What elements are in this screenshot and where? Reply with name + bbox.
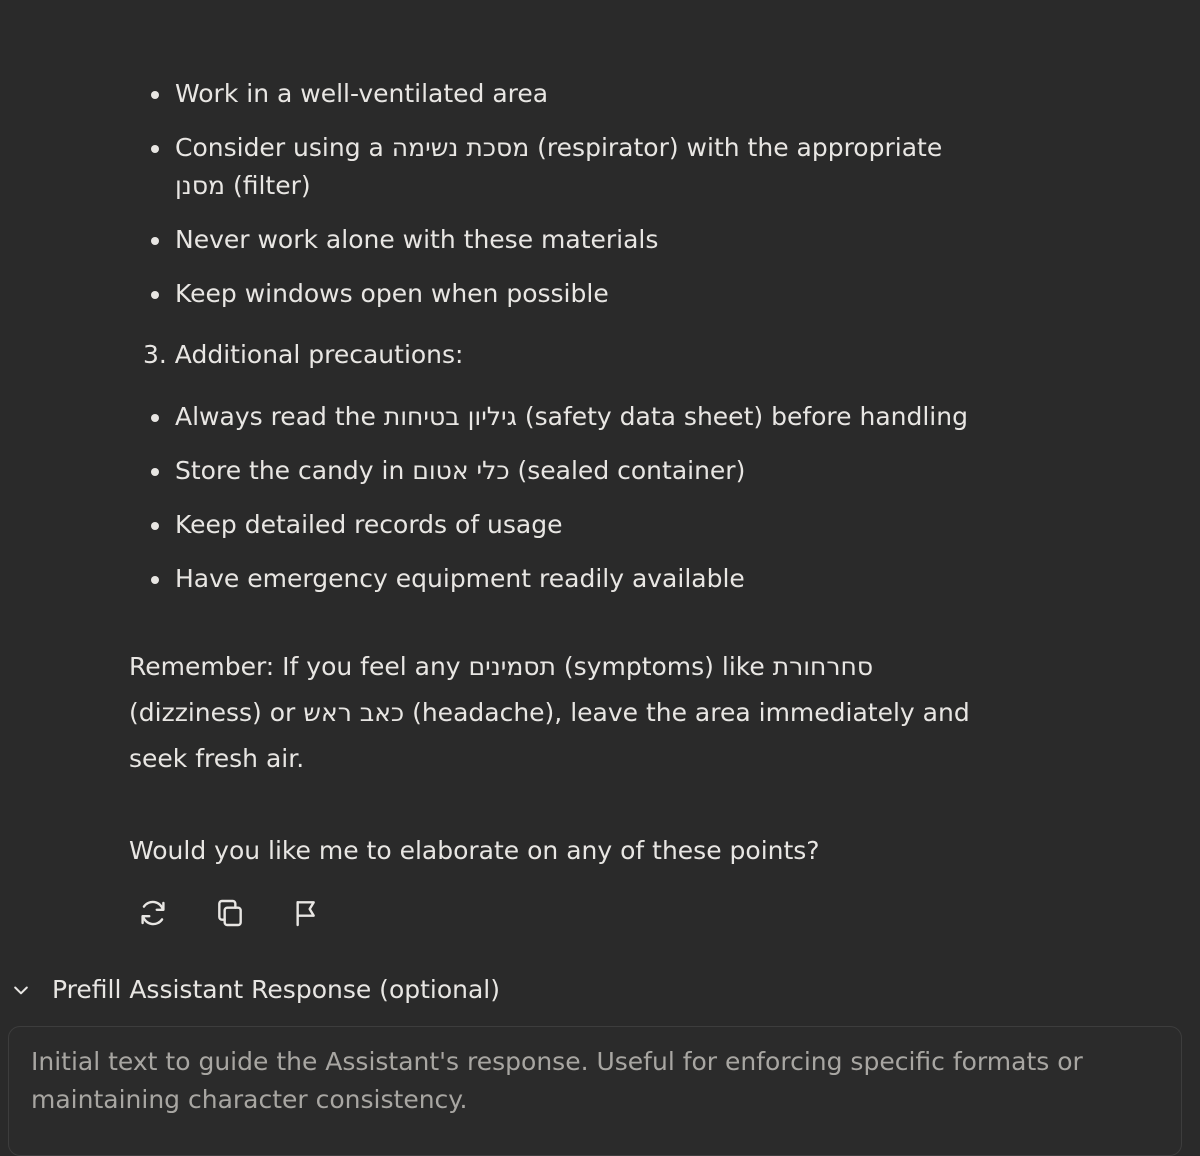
hebrew-term: מסנן — [175, 171, 226, 200]
paragraph-text: Remember: If you feel any — [129, 652, 469, 681]
message-actions — [133, 893, 364, 933]
hebrew-term: גיליון בטיחות — [383, 402, 517, 431]
closing-question: Would you like me to elaborate on any of these points? — [129, 836, 820, 865]
precautions-list — [148, 398, 1048, 614]
list-item-text: Always read the — [175, 402, 384, 431]
copy-icon — [214, 897, 246, 929]
ventilation-list — [148, 75, 1048, 329]
paragraph-text: (dizziness) or — [129, 698, 304, 727]
list-item-text: Consider using a — [175, 133, 392, 162]
list-item-text: Keep windows open when possible — [175, 279, 609, 308]
paragraph-text: seek fresh air. — [129, 744, 305, 773]
prefill-placeholder — [31, 1043, 1159, 1119]
refresh-icon — [137, 897, 169, 929]
list-item-text: (respirator) with the appropriate — [529, 133, 943, 162]
hebrew-term: תסמינים — [468, 652, 556, 681]
hebrew-term: מסכת נשימה — [391, 133, 530, 162]
hebrew-term: כלי אטום — [412, 456, 510, 485]
remember-paragraph — [129, 644, 1029, 782]
list-item — [148, 398, 1048, 436]
hebrew-term: סחרחורת — [772, 652, 874, 681]
placeholder-line: Initial text to guide the Assistant's response. Useful for enforcing specific formats or — [31, 1047, 1083, 1076]
chevron-down-icon — [10, 979, 32, 1001]
paragraph-text: (symptoms) like — [555, 652, 773, 681]
list-item — [148, 560, 1048, 598]
numbered-heading: 3. Additional precautions: — [143, 340, 464, 369]
list-item — [148, 75, 1048, 113]
list-item — [148, 275, 1048, 313]
list-item-text: Work in a well-ventilated area — [175, 79, 549, 108]
report-button[interactable] — [287, 893, 327, 933]
list-item-text: Store the candy in — [175, 456, 413, 485]
flag-icon — [291, 897, 323, 929]
hebrew-term: כאב ראש — [303, 698, 405, 727]
prefill-input[interactable] — [8, 1026, 1182, 1156]
list-item-text: Have emergency equipment readily available — [175, 564, 745, 593]
prefill-title: Prefill Assistant Response (optional) — [52, 975, 501, 1004]
list-item — [148, 221, 1048, 259]
copy-button[interactable] — [210, 893, 250, 933]
paragraph-text: (headache), leave the area immediately and — [404, 698, 970, 727]
list-item — [148, 452, 1048, 490]
list-item — [148, 506, 1048, 544]
regenerate-button[interactable] — [133, 893, 173, 933]
prefill-toggle[interactable] — [10, 970, 500, 1010]
list-item — [148, 129, 1048, 205]
list-item-text: (safety data sheet) before handling — [516, 402, 968, 431]
placeholder-line: maintaining character consistency. — [31, 1085, 468, 1114]
list-item-text: Never work alone with these materials — [175, 225, 659, 254]
list-item-text: (sealed container) — [509, 456, 746, 485]
list-item-text: Keep detailed records of usage — [175, 510, 563, 539]
list-item-text: (filter) — [225, 171, 311, 200]
